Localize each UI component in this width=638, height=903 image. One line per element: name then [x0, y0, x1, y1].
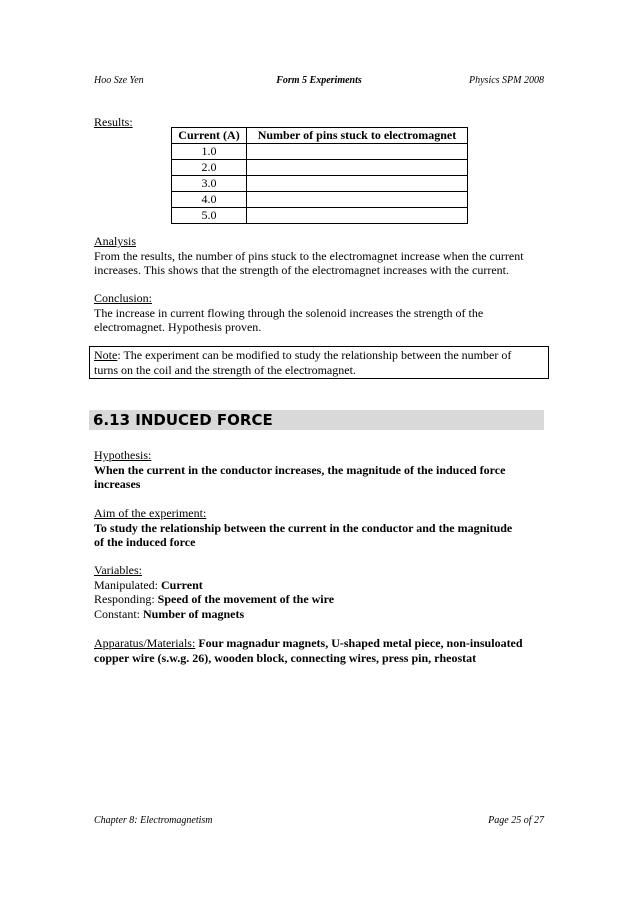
conclusion-line: electromagnet. Hypothesis proven. [94, 320, 262, 334]
current-cell: 5.0 [172, 208, 247, 224]
current-cell: 4.0 [172, 192, 247, 208]
table-row [172, 208, 468, 224]
analysis-line: From the results, the number of pins stuck to the electromagnet increase when the current [94, 248, 524, 263]
current-cell: 3.0 [172, 176, 247, 192]
responding-value: Speed of the movement of the wire [157, 592, 335, 606]
note-text-continued: turns on the coil and the strength of the electromagnet. [94, 362, 356, 377]
analysis-section [94, 234, 546, 278]
variables-section [94, 563, 546, 621]
column-header-pins: Number of pins stuck to electromagnet [247, 128, 468, 144]
aim-line: of the induced force [94, 535, 196, 549]
hypothesis-section [94, 448, 546, 492]
hypothesis-line: increases [94, 477, 141, 491]
manipulated-variable [94, 578, 546, 593]
column-header-current: Current (A) [172, 128, 247, 144]
note-label: Note [94, 348, 118, 362]
responding-label: Responding: [94, 592, 158, 606]
apparatus-text-continued: copper wire (s.w.g. 26), wooden block, connecting wires, press pin, rheostat [94, 650, 477, 665]
pins-cell [247, 144, 468, 160]
apparatus-section [94, 636, 546, 665]
constant-label: Constant: [94, 606, 144, 621]
table-row [172, 176, 468, 192]
analysis-line: increases. This shows that the strength of the electromagnet increases with the current. [94, 263, 509, 277]
apparatus-text: Four magnadur magnets, U-shaped metal piece, non-insuloated [195, 636, 523, 650]
footer-page-number: Page 25 of 27 [488, 815, 544, 826]
constant-value: Number of magnets [143, 606, 245, 621]
pins-cell [247, 160, 468, 176]
aim-line: To study the relationship between the current in the conductor and the magnitude [94, 520, 513, 535]
manipulated-label: Manipulated: [94, 577, 161, 592]
current-cell: 2.0 [172, 160, 247, 176]
header-subject: Physics SPM 2008 [469, 75, 544, 86]
apparatus-title: Apparatus/Materials: [94, 636, 196, 650]
footer-chapter: Chapter 8: Electromagnetism [94, 815, 213, 826]
aim-title: Aim of the experiment: [94, 506, 207, 520]
table-row [172, 144, 468, 160]
manipulated-value: Current [160, 577, 203, 592]
pins-cell [247, 208, 468, 224]
header-author: Hoo Sze Yen [94, 75, 144, 86]
header-title: Form 5 Experiments [276, 75, 362, 86]
current-cell: 1.0 [172, 144, 247, 160]
results-table [171, 127, 468, 224]
hypothesis-line: When the current in the conductor increases, the magnitude of the induced force [94, 462, 506, 477]
pins-cell [247, 192, 468, 208]
constant-variable [94, 607, 546, 622]
section-heading: 6.13 INDUCED FORCE [89, 410, 544, 430]
aim-section [94, 506, 546, 550]
table-row [172, 192, 468, 208]
conclusion-line: The increase in current flowing through the solenoid increases the strength of the [94, 305, 484, 320]
analysis-title: Analysis [94, 234, 136, 248]
results-label: Results: [94, 115, 133, 129]
variables-title: Variables: [94, 563, 142, 577]
conclusion-section [94, 291, 546, 335]
table-row [172, 160, 468, 176]
note-box [89, 346, 549, 379]
pins-cell [247, 176, 468, 192]
hypothesis-title: Hypothesis: [94, 448, 152, 462]
conclusion-title: Conclusion: [94, 291, 153, 305]
note-text: : The experiment can be modified to study the relationship between the number of [117, 348, 512, 362]
responding-variable [94, 592, 546, 607]
table-header-row [172, 128, 468, 144]
